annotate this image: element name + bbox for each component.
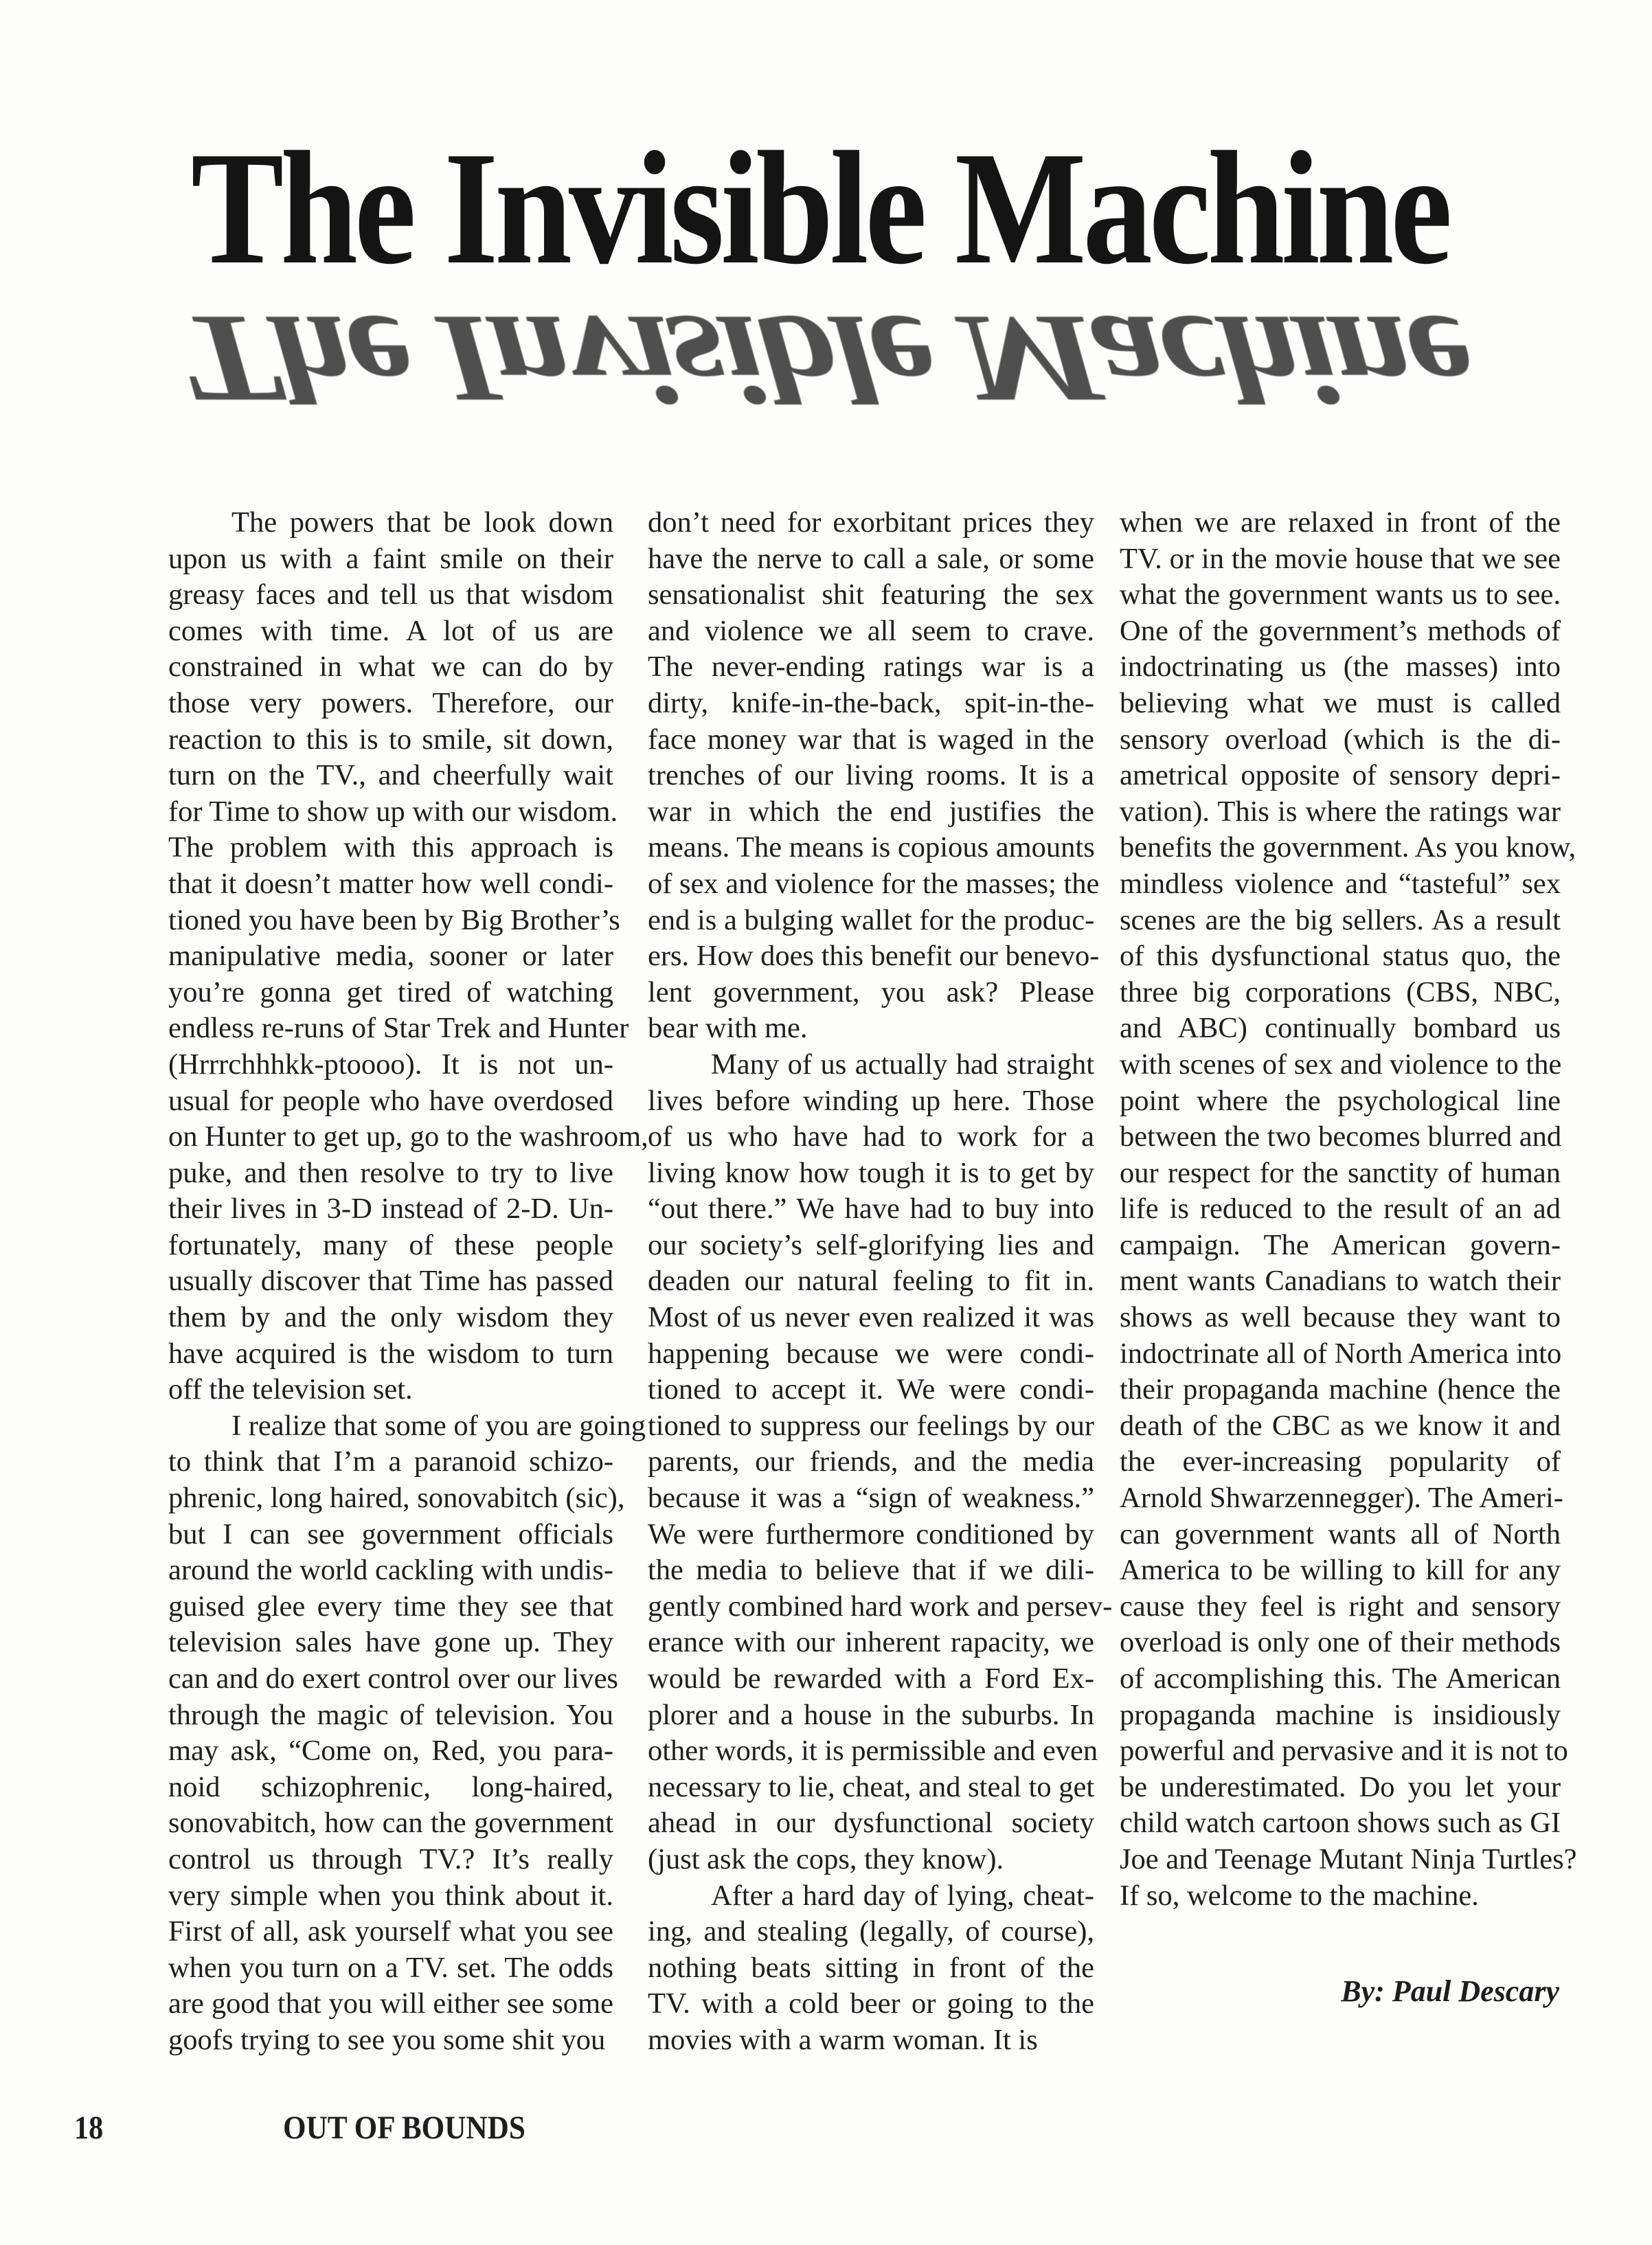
- article-text-line: life is reduced to the result of an ad: [1120, 1193, 1561, 1226]
- article-text-line: Most of us never even realized it was: [648, 1301, 1094, 1334]
- article-text-line: means. The means is copious amounts: [648, 831, 1095, 864]
- article-text-line: sensory overload (which is the di-: [1120, 723, 1561, 756]
- article-text-line: their propaganda machine (hence the: [1120, 1373, 1561, 1406]
- article-text-line: when we are relaxed in front of the: [1120, 506, 1561, 539]
- article-text-line: those very powers. Therefore, our: [168, 686, 613, 719]
- article-text-line: puke, and then resolve to try to live: [168, 1156, 613, 1189]
- article-text-line: around the world cackling with undis-: [168, 1554, 613, 1587]
- article-text-line: ahead in our dysfunctional society: [648, 1807, 1094, 1840]
- article-text-line: bear with me.: [648, 1012, 808, 1045]
- article-title-mirrored-reflection: The Invisible Machine: [162, 289, 1489, 429]
- article-text-line: their lives in 3-D instead of 2-D. Un-: [168, 1193, 613, 1226]
- article-text-line: with scenes of sex and violence to the: [1120, 1048, 1562, 1081]
- page-number: 18: [74, 2110, 104, 2146]
- article-text-line: control us through TV.? It’s really: [168, 1842, 613, 1875]
- article-text-line: trenches of our living rooms. It is a: [648, 759, 1094, 792]
- article-text-line: war in which the end justifies the: [648, 795, 1094, 828]
- article-text-line: to think that I’m a paranoid schizo-: [168, 1445, 613, 1478]
- article-text-line: If so, welcome to the machine.: [1120, 1879, 1479, 1912]
- article-text-line: manipulative media, sooner or later: [168, 940, 613, 973]
- article-text-line: and ABC) continually bombard us: [1120, 1012, 1561, 1045]
- article-text-line: One of the government’s methods of: [1120, 614, 1561, 647]
- article-text-line: deaden our natural feeling to fit in.: [648, 1265, 1094, 1298]
- article-text-line: powerful and pervasive and it is not to: [1120, 1735, 1568, 1768]
- article-text-line: don’t need for exorbitant prices they: [648, 506, 1094, 539]
- article-text-line: sensationalist shit featuring the sex: [648, 578, 1094, 611]
- article-text-line: can government wants all of North: [1120, 1518, 1561, 1550]
- article-text-line: ers. How does this benefit our benevo-: [648, 940, 1100, 973]
- article-text-line: reaction to this is to smile, sit down,: [168, 723, 613, 756]
- article-text-line: The never-ending ratings war is a: [648, 651, 1094, 684]
- article-text-line: necessary to lie, cheat, and steal to get: [648, 1770, 1095, 1803]
- article-text-line: We were furthermore conditioned by: [648, 1518, 1094, 1550]
- article-text-line: TV. or in the movie house that we see: [1120, 542, 1561, 575]
- article-text-line: happening because we were condi-: [648, 1337, 1094, 1370]
- article-text-line: endless re-runs of Star Trek and Hunter: [168, 1012, 629, 1045]
- article-text-line: living know how tough it is to get by: [648, 1156, 1094, 1189]
- article-title: The Invisible Machine: [190, 119, 1449, 298]
- article-text-line: television sales have gone up. They: [168, 1626, 613, 1659]
- article-text-line: upon us with a faint smile on their: [168, 542, 613, 575]
- article-text-line: The powers that be look down: [231, 506, 613, 539]
- article-text-line: would be rewarded with a Ford Ex-: [648, 1662, 1094, 1695]
- article-text-line: shows as well because they want to: [1120, 1301, 1561, 1334]
- article-text-line: benefits the government. As you know,: [1120, 831, 1576, 864]
- article-text-line: tioned to suppress our feelings by our: [648, 1409, 1094, 1442]
- article-column-3: [1120, 505, 1577, 1914]
- article-text-line: usually discover that Time has passed: [168, 1265, 613, 1298]
- article-text-line: have acquired is the wisdom to turn: [168, 1337, 613, 1370]
- article-text-line: the media to believe that if we dili-: [648, 1554, 1094, 1587]
- article-text-line: for Time to show up with our wisdom.: [168, 795, 618, 828]
- article-text-line: phrenic, long haired, sonovabitch (sic),: [168, 1482, 625, 1515]
- article-text-line: and violence we all seem to crave.: [648, 614, 1094, 647]
- article-text-line: propaganda machine is insidiously: [1120, 1698, 1561, 1731]
- article-text-line: face money war that is waged in the: [648, 723, 1094, 756]
- article-text-line: of this dysfunctional status quo, the: [1120, 940, 1561, 973]
- article-text-line: comes with time. A lot of us are: [168, 614, 613, 647]
- article-text-line: three big corporations (CBS, NBC,: [1120, 975, 1561, 1008]
- article-text-line: of sex and violence for the masses; the: [648, 867, 1100, 900]
- article-text-line: tioned you have been by Big Brother’s: [168, 903, 620, 936]
- article-text-line: through the magic of television. You: [168, 1698, 613, 1731]
- article-text-line: movies with a warm woman. It is: [648, 2023, 1038, 2056]
- article-text-line: end is a bulging wallet for the produc-: [648, 903, 1095, 936]
- article-text-line: you’re gonna get tired of watching: [168, 975, 613, 1008]
- article-text-line: of accomplishing this. The American: [1120, 1662, 1561, 1695]
- article-text-line: scenes are the big sellers. As a result: [1120, 903, 1561, 936]
- article-text-line: TV. with a cold beer or going to the: [648, 1987, 1094, 2020]
- article-text-line: that it doesn’t matter how well condi-: [168, 867, 613, 900]
- article-text-line: of us who have had to work for a: [648, 1120, 1094, 1153]
- article-text-line: usual for people who have overdosed: [168, 1084, 613, 1117]
- article-text-line: campaign. The American govern-: [1120, 1228, 1561, 1261]
- article-text-line: nothing beats sitting in front of the: [648, 1951, 1094, 1984]
- article-text-line: greasy faces and tell us that wisdom: [168, 578, 613, 611]
- article-text-line: gently combined hard work and persev-: [648, 1590, 1113, 1623]
- article-text-line: other words, it is permissible and even: [648, 1735, 1098, 1768]
- article-text-line: are good that you will either see some: [168, 1987, 613, 2020]
- article-text-line: them by and the only wisdom they: [168, 1301, 613, 1334]
- article-text-line: dirty, knife-in-the-back, spit-in-the-: [648, 686, 1094, 719]
- article-text-line: very simple when you think about it.: [168, 1879, 613, 1912]
- article-text-line: goofs trying to see you some shit you: [168, 2023, 606, 2056]
- article-text-line: point where the psychological line: [1120, 1084, 1561, 1117]
- article-text-line: child watch cartoon shows such as GI: [1120, 1807, 1561, 1840]
- article-text-line: I realize that some of you are going: [231, 1409, 646, 1442]
- article-text-line: off the television set.: [168, 1373, 413, 1406]
- article-text-line: but I can see government officials: [168, 1518, 613, 1550]
- article-text-line: guised glee every time they see that: [168, 1590, 613, 1623]
- article-text-line: because it was a “sign of weakness.”: [648, 1482, 1094, 1515]
- article-text-line: First of all, ask yourself what you see: [168, 1915, 613, 1948]
- article-text-line: Arnold Shwarzennegger). The Ameri-: [1120, 1482, 1563, 1515]
- article-text-line: what the government wants us to see.: [1120, 578, 1561, 611]
- article-text-line: lives before winding up here. Those: [648, 1084, 1094, 1117]
- article-text-line: our society’s self-glorifying lies and: [648, 1228, 1094, 1261]
- article-column-1: [168, 505, 648, 2059]
- article-text-line: mindless violence and “tasteful” sex: [1120, 867, 1561, 900]
- article-text-line: can and do exert control over our lives: [168, 1662, 618, 1695]
- article-text-line: may ask, “Come on, Red, you para-: [168, 1735, 613, 1768]
- article-text-line: believing what we must is called: [1120, 686, 1561, 719]
- article-text-line: fortunately, many of these people: [168, 1228, 613, 1261]
- magazine-name: OUT OF BOUNDS: [283, 2110, 525, 2146]
- article-text-line: erance with our inherent rapacity, we: [648, 1626, 1094, 1659]
- article-text-line: on Hunter to get up, go to the washroom,: [168, 1120, 648, 1153]
- article-text-line: “out there.” We have had to buy into: [648, 1193, 1094, 1226]
- article-text-line: turn on the TV., and cheerfully wait: [168, 759, 613, 792]
- article-text-line: the ever-increasing popularity of: [1120, 1445, 1561, 1478]
- article-text-line: (Hrrrchhhkk-ptoooo). It is not un-: [168, 1048, 613, 1081]
- article-text-line: parents, our friends, and the media: [648, 1445, 1094, 1478]
- article-text-line: be underestimated. Do you let your: [1120, 1770, 1561, 1803]
- article-text-line: have the nerve to call a sale, or some: [648, 542, 1094, 575]
- article-text-line: our respect for the sanctity of human: [1120, 1156, 1561, 1189]
- article-text-line: cause they feel is right and sensory: [1120, 1590, 1561, 1623]
- article-text-line: The problem with this approach is: [168, 831, 613, 864]
- article-text-line: overload is only one of their methods: [1120, 1626, 1561, 1659]
- article-text-line: plorer and a house in the suburbs. In: [648, 1698, 1094, 1731]
- article-text-line: tioned to accept it. We were condi-: [648, 1373, 1094, 1406]
- article-text-line: ing, and stealing (legally, of course),: [648, 1915, 1094, 1948]
- article-text-line: ametrical opposite of sensory depri-: [1120, 759, 1561, 792]
- article-column-2: [648, 505, 1113, 2059]
- article-text-line: lent government, you ask? Please: [648, 975, 1094, 1008]
- article-text-line: (just ask the cops, they know).: [648, 1842, 1004, 1875]
- article-text-line: Joe and Teenage Mutant Ninja Turtles?: [1120, 1842, 1577, 1875]
- article-text-line: death of the CBC as we know it and: [1120, 1409, 1561, 1442]
- article-text-line: noid schizophrenic, long-haired,: [168, 1770, 613, 1803]
- article-text-line: After a hard day of lying, cheat-: [711, 1879, 1094, 1912]
- article-text-line: indoctrinating us (the masses) into: [1120, 651, 1561, 684]
- article-text-line: ment wants Canadians to watch their: [1120, 1265, 1561, 1298]
- article-text-line: when you turn on a TV. set. The odds: [168, 1951, 613, 1984]
- article-text-line: between the two becomes blurred and: [1120, 1120, 1562, 1153]
- article-text-line: sonovabitch, how can the government: [168, 1807, 613, 1840]
- article-text-line: America to be willing to kill for any: [1120, 1554, 1561, 1587]
- article-text-line: constrained in what we can do by: [168, 651, 613, 684]
- article-text-line: vation). This is where the ratings war: [1120, 795, 1561, 828]
- author-byline: By: Paul Descary: [1341, 1974, 1559, 2008]
- article-text-line: Many of us actually had straight: [711, 1048, 1094, 1081]
- article-text-line: indoctrinate all of North America into: [1120, 1337, 1562, 1370]
